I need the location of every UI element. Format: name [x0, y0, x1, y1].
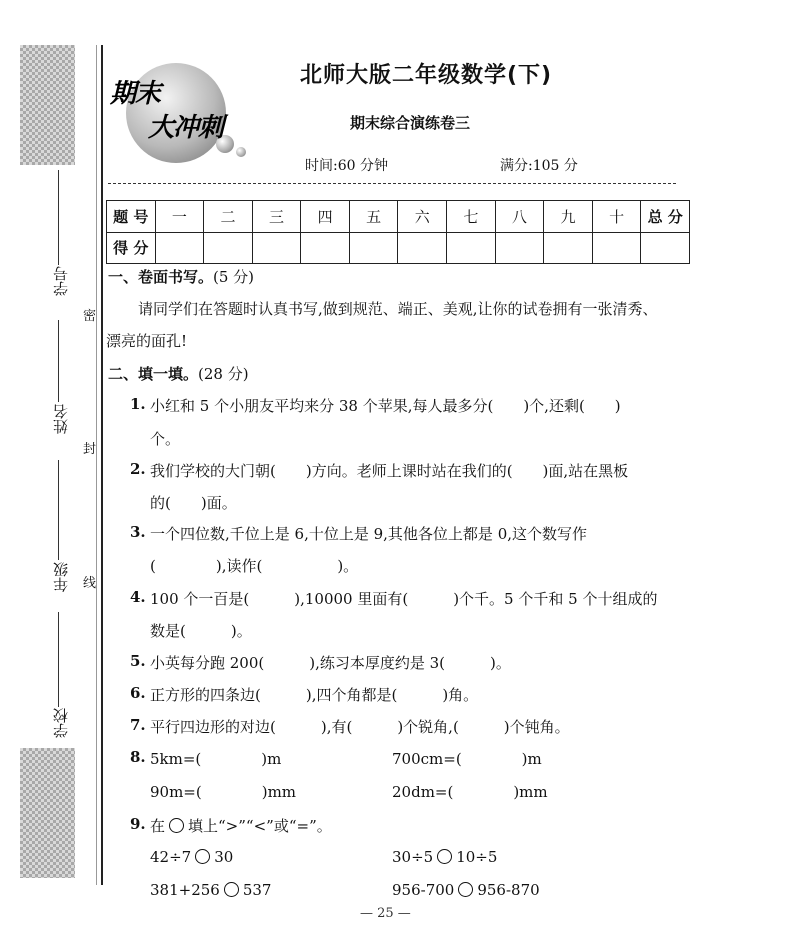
binding-line — [101, 45, 103, 885]
xuehao-line — [58, 170, 59, 265]
full-score: 满分:105 分 — [500, 158, 578, 174]
binding-pattern-top — [20, 45, 75, 165]
score-cell[interactable] — [252, 232, 301, 264]
score-header-cell: 一 — [155, 201, 204, 233]
logo-text-line2: 大冲刺 — [148, 113, 224, 143]
q7-number: 7. — [130, 716, 146, 734]
q9-b-right: 10÷5 — [456, 848, 498, 866]
q3-line1: 一个四位数,千位上是 6,十位上是 9,其他各位上都是 0,这个数写作 — [150, 525, 588, 543]
score-cell[interactable] — [592, 232, 641, 264]
q1-line1: 小红和 5 个小朋友平均来分 38 个苹果,每人最多分( )个,还剩( ) — [150, 397, 621, 415]
q3-number: 3. — [130, 523, 146, 541]
score-cell[interactable] — [641, 232, 690, 264]
score-header-cell: 六 — [398, 201, 447, 233]
q4-line2: 数是( )。 — [150, 622, 252, 640]
section2-points: (28 分) — [198, 365, 249, 383]
score-table-header-row — [107, 201, 690, 233]
q6-line1: 正方形的四条边( ),四个角都是( )角。 — [150, 686, 479, 704]
score-cell[interactable] — [155, 232, 204, 264]
q9-a-left: 42÷7 — [150, 848, 192, 866]
nianji-line — [58, 460, 59, 560]
score-cell[interactable] — [398, 232, 447, 264]
q9-item-d — [392, 881, 540, 899]
score-cell[interactable] — [301, 232, 350, 264]
q9-a-right: 30 — [214, 848, 234, 866]
q9-instruction — [150, 815, 332, 836]
q2-line1: 我们学校的大门朝( )方向。老师上课时站在我们的( )面,站在黑板 — [150, 462, 629, 480]
q4-number: 4. — [130, 588, 146, 606]
logo-text-line1: 期末 — [110, 79, 161, 109]
page-number: — 25 — — [360, 906, 411, 921]
xuexiao-line — [58, 612, 59, 707]
q9-c-right: 537 — [242, 881, 272, 899]
xuehao-label: 学号 — [52, 266, 70, 296]
circle-icon — [169, 818, 184, 833]
score-header-cell: 十 — [592, 201, 641, 233]
xingming-line — [58, 320, 59, 402]
xian-label: 线 — [83, 576, 97, 591]
mi-label: 密 — [83, 309, 97, 324]
q9-c-left: 381+256 — [150, 881, 220, 899]
q8-number: 8. — [130, 748, 146, 766]
q1-number: 1. — [130, 395, 146, 413]
q9-b-left: 30÷5 — [392, 848, 434, 866]
logo-ball-small — [236, 147, 246, 157]
score-row-label: 得 分 — [107, 232, 156, 264]
q9-d-left: 956-700 — [392, 881, 455, 899]
feng-label: 封 — [83, 442, 97, 457]
q9-d-right: 956-870 — [477, 881, 540, 899]
logo — [108, 55, 258, 165]
q9-item-c — [150, 881, 271, 899]
q6-number: 6. — [130, 684, 146, 702]
section1-title: 一、卷面书写。 — [108, 268, 214, 286]
score-cell[interactable] — [495, 232, 544, 264]
section1-text-line2: 漂亮的面孔! — [106, 332, 188, 350]
q9-number: 9. — [130, 815, 146, 833]
dashed-divider — [108, 183, 676, 184]
score-header-cell: 题 号 — [107, 201, 156, 233]
section2-title: 二、填一填。 — [108, 365, 199, 383]
score-header-cell: 二 — [204, 201, 253, 233]
section1-points: (5 分) — [213, 268, 255, 286]
q3-line2: ( ),读作( )。 — [150, 557, 359, 575]
compare-circle[interactable] — [224, 882, 239, 897]
compare-circle[interactable] — [458, 882, 473, 897]
q9-item-a — [150, 848, 233, 866]
q8-item-c: 90m=( )mm — [150, 783, 297, 801]
section1-text-line1: 请同学们在答题时认真书写,做到规范、端正、美观,让你的试卷拥有一张清秀、 — [138, 300, 658, 318]
score-header-cell: 七 — [447, 201, 496, 233]
xuexiao-label: 学校 — [52, 708, 70, 738]
binding-pattern-bottom — [20, 748, 75, 878]
score-header-cell: 四 — [301, 201, 350, 233]
score-cell[interactable] — [204, 232, 253, 264]
score-header-cell: 九 — [544, 201, 593, 233]
q9-post: 填上“>”“<”或“=”。 — [188, 817, 332, 835]
q5-number: 5. — [130, 652, 146, 670]
score-cell[interactable] — [349, 232, 398, 264]
section1-heading — [108, 266, 254, 287]
compare-circle[interactable] — [195, 849, 210, 864]
q9-pre: 在 — [150, 817, 166, 835]
score-table-score-row — [107, 232, 690, 264]
q9-item-b — [392, 848, 497, 866]
section2-heading — [108, 363, 249, 384]
score-header-cell: 总 分 — [641, 201, 690, 233]
score-cell[interactable] — [544, 232, 593, 264]
q4-line1: 100 个一百是( ),10000 里面有( )个千。5 个千和 5 个十组成的 — [150, 590, 658, 608]
q8-item-d: 20dm=( )mm — [392, 783, 548, 801]
page-subtitle: 期末综合演练卷三 — [350, 114, 471, 132]
compare-circle[interactable] — [437, 849, 452, 864]
q8-item-b: 700cm=( )m — [392, 750, 542, 768]
xingming-label: 姓名 — [52, 404, 70, 434]
q1-line2: 个。 — [150, 430, 181, 448]
nianji-label: 年级 — [52, 562, 70, 592]
q2-line2: 的( )面。 — [150, 494, 237, 512]
score-cell[interactable] — [447, 232, 496, 264]
score-header-cell: 八 — [495, 201, 544, 233]
score-header-cell: 五 — [349, 201, 398, 233]
q7-line1: 平行四边形的对边( ),有( )个锐角,( )个钝角。 — [150, 718, 570, 736]
page-title: 北师大版二年级数学(下) — [300, 63, 553, 88]
time-limit: 时间:60 分钟 — [305, 158, 388, 174]
q8-item-a: 5km=( )m — [150, 750, 282, 768]
score-table — [106, 200, 690, 264]
q2-number: 2. — [130, 460, 146, 478]
q5-line1: 小英每分跑 200( ),练习本厚度约是 3( )。 — [150, 654, 511, 672]
binding-line-thin — [96, 45, 97, 885]
score-header-cell: 三 — [252, 201, 301, 233]
